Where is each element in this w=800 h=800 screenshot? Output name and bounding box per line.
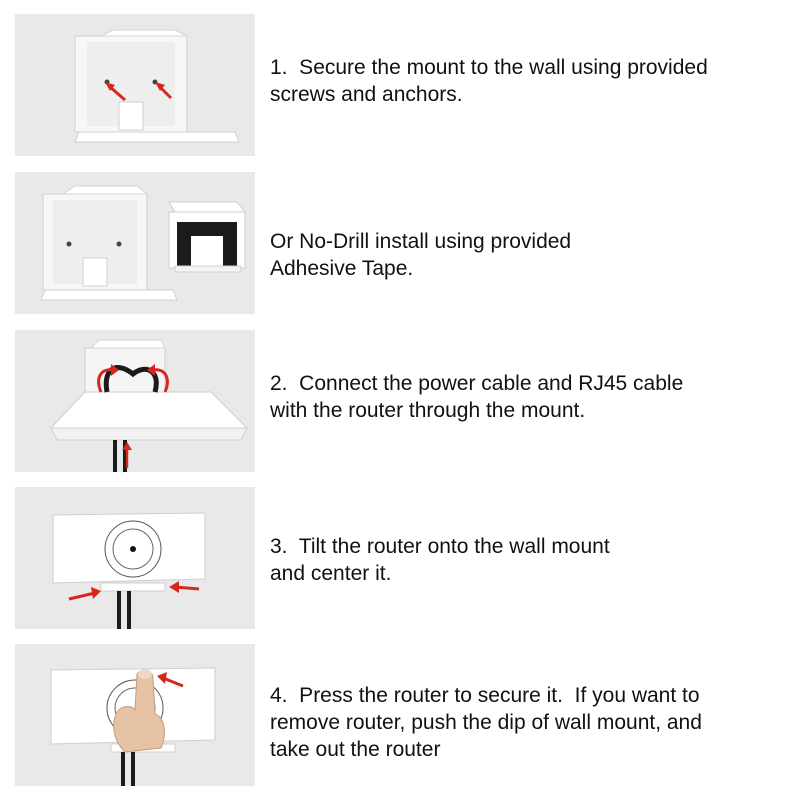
step-4-instruction [270, 682, 790, 763]
cable-routing-image [15, 330, 255, 472]
instruction-line: screws and anchors. [270, 83, 463, 106]
adhesive-tape-image [15, 172, 255, 314]
instruction-line: and center it. [270, 562, 392, 585]
instruction-line: with the router through the mount. [270, 399, 586, 422]
tilt-router-image [15, 487, 255, 629]
step-2-instruction [270, 370, 790, 424]
instruction-line: take out the router [270, 738, 441, 761]
instruction-line: remove router, push the dip of wall mount, and [270, 711, 702, 734]
step-1-instruction [270, 54, 790, 108]
instruction-line: Adhesive Tape. [270, 257, 414, 280]
step-no-drill-instruction [270, 228, 790, 282]
instruction-line: 4. Press the router to secure it. If you want to [270, 684, 700, 707]
press-router-image [15, 644, 255, 786]
instruction-line: 1. Secure the mount to the wall using provided [270, 56, 708, 79]
step-3-instruction [270, 533, 790, 587]
instruction-line: Or No-Drill install using provided [270, 230, 572, 253]
instruction-line: 3. Tilt the router onto the wall mount [270, 535, 610, 558]
wall-mount-screws-image [15, 14, 255, 156]
instruction-line: 2. Connect the power cable and RJ45 cable [270, 372, 684, 395]
